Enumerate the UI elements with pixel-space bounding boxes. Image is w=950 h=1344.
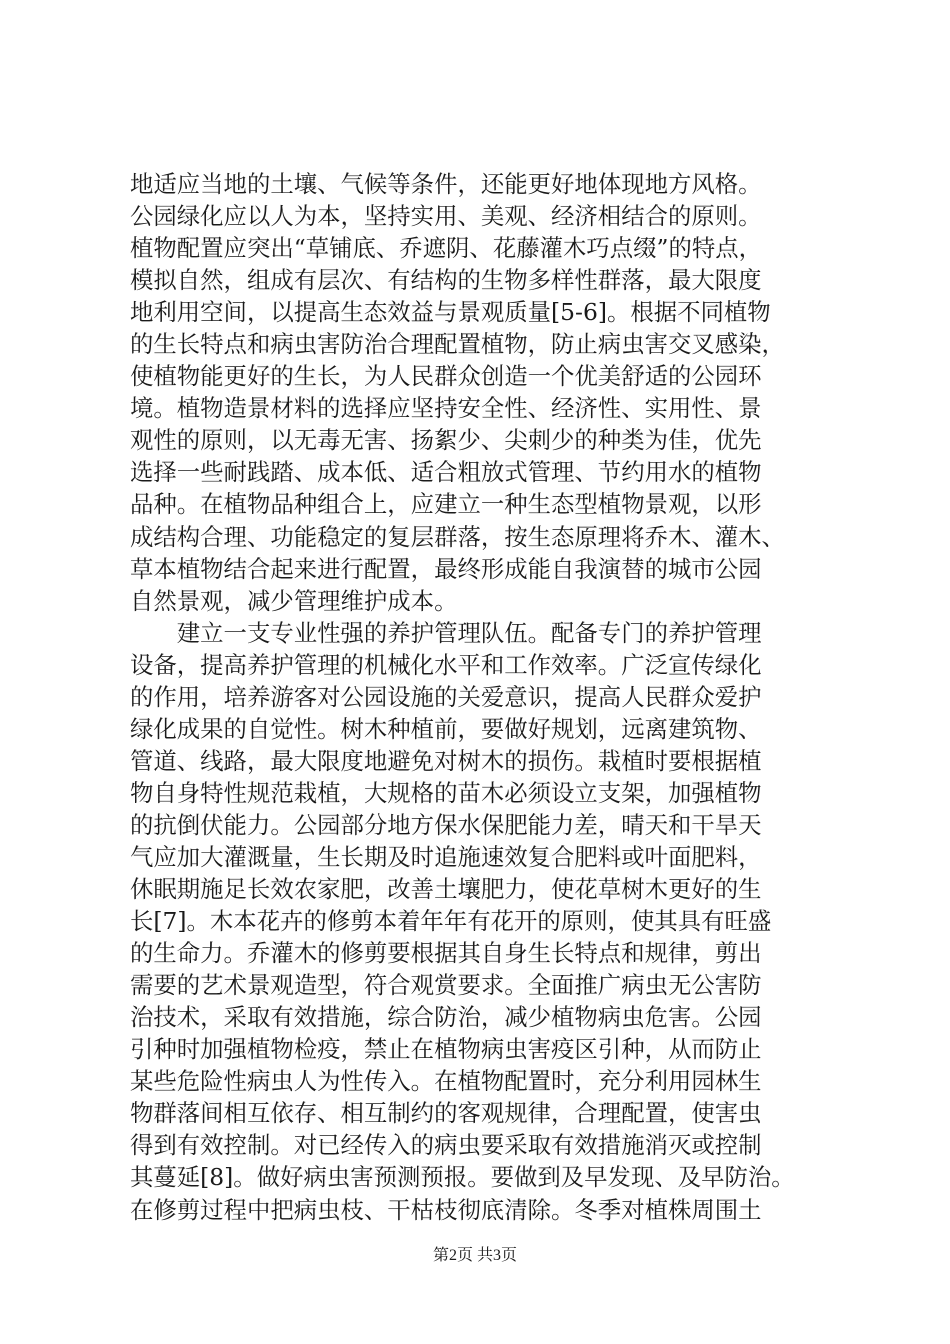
text-line: 草本植物结合起来进行配置，最终形成能自我演替的城市公园 — [130, 554, 762, 583]
text-line: 公园绿化应以人为本，坚持实用、美观、经济相结合的原则。 — [130, 202, 762, 231]
text-line: 治技术，采取有效措施，综合防治，减少植物病虫危害。公园 — [130, 1003, 762, 1032]
text-line: 的作用，培养游客对公园设施的关爱意识，提高人民群众爱护 — [130, 682, 762, 711]
text-line: 得到有效控制。对已经传入的病虫要采取有效措施消灭或控制 — [130, 1131, 762, 1160]
text-line: 地适应当地的土壤、气候等条件，还能更好地体现地方风格。 — [130, 170, 762, 198]
text-line: 建立一支专业性强的养护管理队伍。配备专门的养护管理 — [130, 618, 762, 647]
text-line: 休眠期施足长效农家肥，改善土壤肥力，使花草树木更好的生 — [130, 875, 762, 904]
text-line: 需要的艺术景观造型，符合观赏要求。全面推广病虫无公害防 — [130, 971, 762, 1000]
text-line: 地利用空间，以提高生态效益与景观质量[5-6]。根据不同植物 — [130, 298, 771, 327]
text-line: 观性的原则，以无毒无害、扬絮少、尖刺少的种类为佳，优先 — [130, 426, 762, 455]
text-line: 气应加大灌溉量，生长期及时追施速效复合肥料或叶面肥料， — [130, 842, 762, 871]
text-line: 选择一些耐践踏、成本低、适合粗放式管理、节约用水的植物 — [130, 458, 762, 487]
text-line: 设备，提高养护管理的机械化水平和工作效率。广泛宣传绿化 — [130, 650, 762, 679]
text-line: 模拟自然，组成有层次、有结构的生物多样性群落，最大限度 — [130, 266, 762, 295]
text-line: 在修剪过程中把病虫枝、干枯枝彻底清除。冬季对植株周围土 — [130, 1195, 762, 1224]
text-line: 的生长特点和病虫害防治合理配置植物，防止病虫害交叉感染， — [130, 330, 785, 359]
text-line: 绿化成果的自觉性。树木种植前，要做好规划，远离建筑物、 — [130, 714, 762, 743]
text-line: 物群落间相互依存、相互制约的客观规律，合理配置，使害虫 — [130, 1099, 762, 1128]
text-line: 的抗倒伏能力。公园部分地方保水保肥能力差，晴天和干旱天 — [130, 810, 762, 839]
text-line: 长[7]。木本花卉的修剪本着年年有花开的原则，使其具有旺盛 — [130, 907, 772, 936]
text-line: 品种。在植物品种组合上，应建立一种生态型植物景观，以形 — [130, 490, 762, 519]
text-line: 境。植物造景材料的选择应坚持安全性、经济性、实用性、景 — [130, 394, 762, 423]
text-line: 的生命力。乔灌木的修剪要根据其自身生长特点和规律，剪出 — [130, 939, 762, 968]
text-line: 其蔓延[8]。做好病虫害预测预报。要做到及早发现、及早防治。 — [130, 1163, 795, 1192]
text-line: 成结构合理、功能稳定的复层群落，按生态原理将乔木、灌木、 — [130, 522, 785, 551]
text-line: 自然景观，减少管理维护成本。 — [130, 586, 458, 615]
page-number-footer: 第2页 共3页 — [432, 1247, 517, 1264]
text-line: 物自身特性规范栽植，大规格的苗木必须设立支架，加强植物 — [130, 778, 762, 807]
text-line: 植物配置应突出“草铺底、乔遮阴、花藤灌木巧点缀”的特点， — [130, 234, 763, 263]
body-text — [130, 168, 842, 1226]
text-line: 使植物能更好的生长，为人民群众创造一个优美舒适的公园环 — [130, 362, 762, 391]
text-line: 管道、线路，最大限度地避免对树木的损伤。栽植时要根据植 — [130, 746, 762, 775]
text-line: 某些危险性病虫人为性传入。在植物配置时，充分利用园林生 — [130, 1067, 762, 1096]
text-line: 引种时加强植物检疫，禁止在植物病虫害疫区引种，从而防止 — [130, 1035, 762, 1064]
